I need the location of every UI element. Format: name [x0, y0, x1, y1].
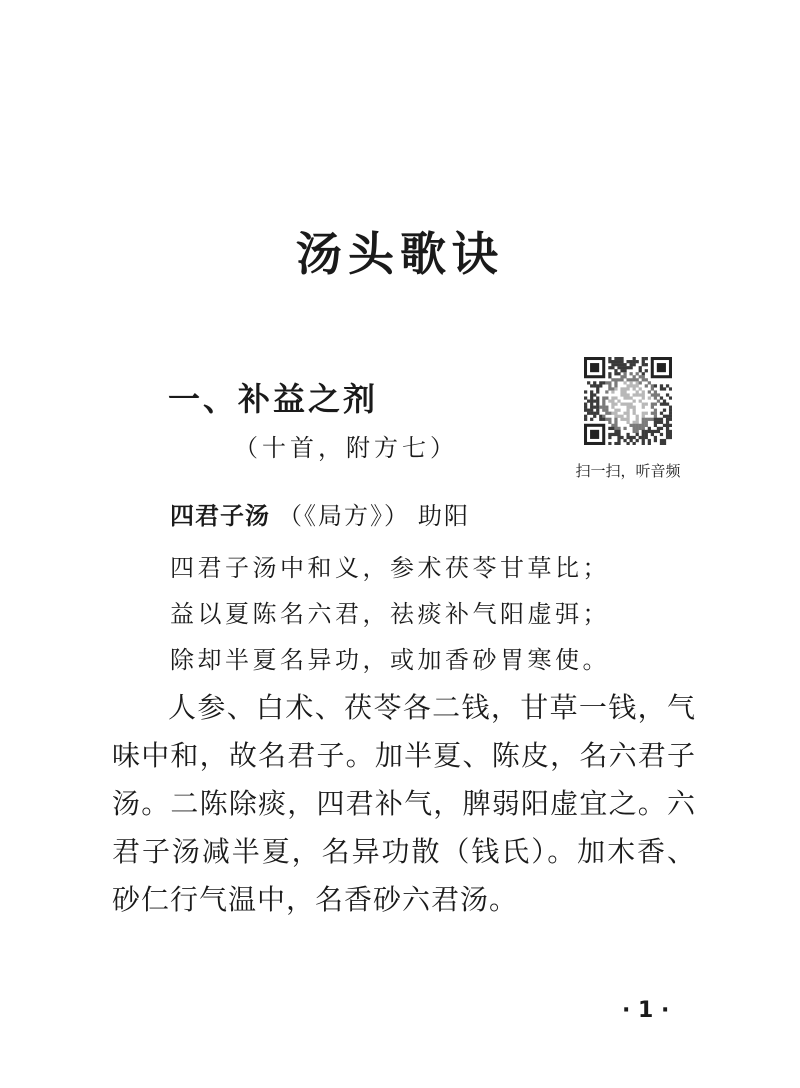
verse-line: 益以夏陈名六君，祛痰补气阳虚弭；	[170, 600, 610, 628]
verse-line: 除却半夏名异功，或加香砂胃寒使。	[170, 646, 610, 674]
section-heading: 一、补益之剂	[168, 380, 379, 418]
section-subheading: （十首，附方七）	[234, 434, 458, 462]
verse-line: 四君子汤中和义，参术茯苓甘草比；	[170, 554, 610, 582]
formula-verse	[170, 545, 610, 683]
book-title: 汤头歌诀	[296, 227, 504, 281]
page-number: · 1 ·	[622, 998, 670, 1023]
qr-caption: 扫一扫，听音频	[575, 462, 681, 480]
formula-effect: 助阳	[418, 502, 470, 530]
formula-commentary: 人参、白术、茯苓各二钱，甘草一钱，气味中和，故名君子。加半夏、陈皮，名六君子汤。二陈除痰，四君补气，脾弱阳虚宜之。六君子汤减半夏，名异功散（钱氏）。加木香、砂仁行气温中，名香砂六君汤。	[112, 691, 696, 916]
qr-code-icon[interactable]	[584, 357, 672, 445]
formula-name: 四君子汤	[170, 502, 270, 530]
formula-header	[170, 496, 470, 531]
formula-source: （《局方》）	[278, 502, 410, 530]
